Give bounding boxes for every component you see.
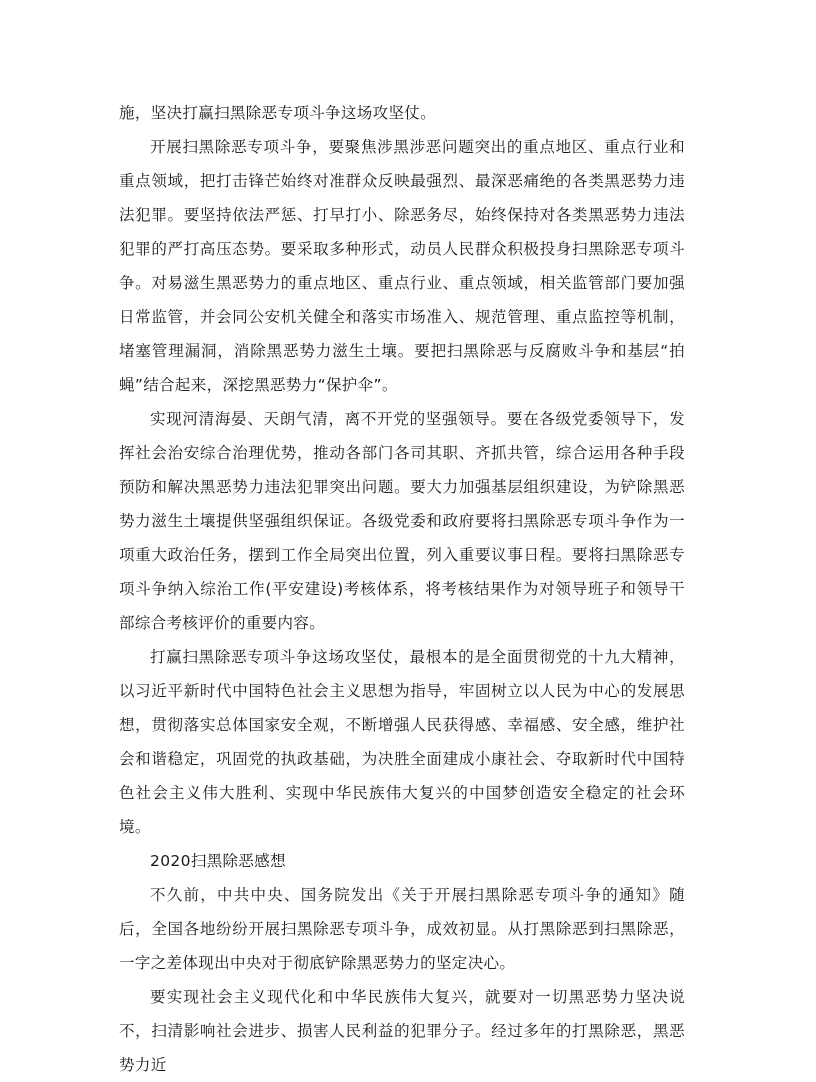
section-title: 2020扫黑除恶感想 xyxy=(150,852,286,870)
paragraph: 要实现社会主义现代化和中华民族伟大复兴，就要对一切黑恶势力坚决说不，扫清影响社会进步、损害人民利益的犯罪分子。经过多年的打黑除恶，黑恶势力近 xyxy=(119,988,685,1074)
paragraph: 实现河清海晏、天朗气清，离不开党的坚强领导。要在各级党委领导下，发挥社会治安综合治理优势，推动各部门各司其职、齐抓共管，综合运用各种手段预防和解决黑恶势力违法犯罪突出问题。要大力加强基层组织建设，为铲除黑恶势力滋生土壤提供坚强组织保证。各级党委和政府要将扫黑除恶专项斗争作为一项重大政治任务，摆到工作全局突出位置，列入重要议事日程。要将扫黑除恶专项斗争纳入综治工作(平安建设)考核体系，将考核结果作为对领导班子和领导干部综合考核评价的重要内容。 xyxy=(119,410,685,632)
document-body xyxy=(119,96,685,1082)
paragraph: 打赢扫黑除恶专项斗争这场攻坚仗，最根本的是全面贯彻党的十九大精神，以习近平新时代中国特色社会主义思想为指导，牢固树立以人民为中心的发展思想，贯彻落实总体国家安全观，不断增强人民获得感、幸福感、安全感，维护社会和谐稳定，巩固党的执政基础，为决胜全面建成小康社会、夺取新时代中国特色社会主义伟大胜利、实现中华民族伟大复兴的中国梦创造安全稳定的社会环境。 xyxy=(119,648,685,836)
paragraph: 开展扫黑除恶专项斗争，要聚焦涉黑涉恶问题突出的重点地区、重点行业和重点领域，把打击锋芒始终对准群众反映最强烈、最深恶痛绝的各类黑恶势力违法犯罪。要坚持依法严惩、打早打小、除恶务尽，始终保持对各类黑恶势力违法犯罪的严打高压态势。要采取多种形式，动员人民群众积极投身扫黑除恶专项斗争。对易滋生黑恶势力的重点地区、重点行业、重点领域，相关监管部门要加强日常监管，并会同公安机关健全和落实市场准入、规范管理、重点监控等机制，堵塞管理漏洞，消除黑恶势力滋生土壤。要把扫黑除恶与反腐败斗争和基层“拍蝇”结合起来，深挖黑恶势力“保护伞”。 xyxy=(119,138,685,394)
paragraph-continuation: 施，坚决打赢扫黑除恶专项斗争这场攻坚仗。 xyxy=(119,104,437,122)
paragraph: 不久前，中共中央、国务院发出《关于开展扫黑除恶专项斗争的通知》随后，全国各地纷纷开展扫黑除恶专项斗争，成效初显。从打黑除恶到扫黑除恶，一字之差体现出中央对于彻底铲除黑恶势力的坚定决心。 xyxy=(119,886,685,972)
